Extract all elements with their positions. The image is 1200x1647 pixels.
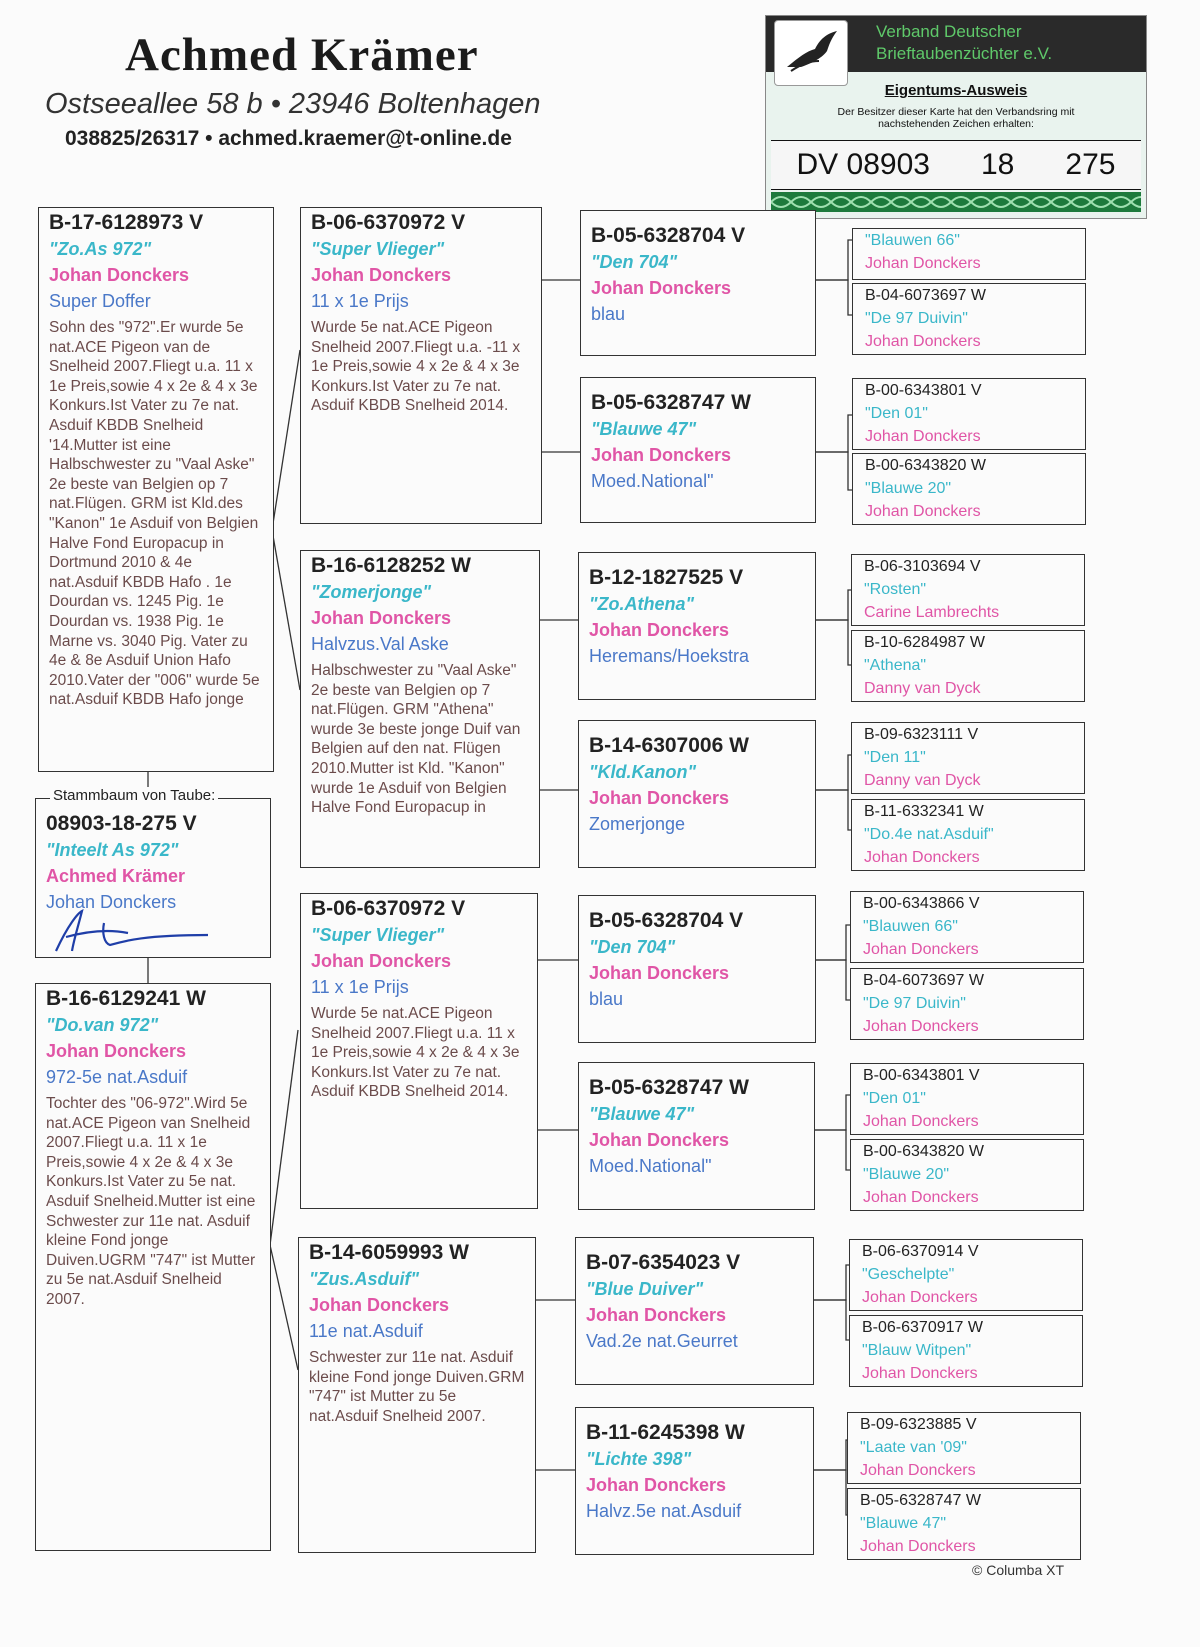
pigeon-name: "De 97 Duivin" [865, 310, 968, 327]
ring-number: B-10-6284987 W [864, 634, 985, 651]
ring-number: B-06-6370972 V [311, 211, 466, 234]
breeder: Danny van Dyck [864, 772, 981, 789]
pigeon-name: "Den 704" [591, 252, 678, 272]
ring-number: B-00-6343801 V [863, 1067, 980, 1084]
pigeon-name: "Blue Duiver" [586, 1279, 704, 1299]
ring-number: B-16-6129241 W [46, 987, 206, 1010]
ring-number: B-16-6128252 W [311, 554, 471, 577]
breeder: Johan Donckers [862, 1289, 978, 1306]
pigeon-name: "De 97 Duivin" [863, 995, 966, 1012]
breeder: Johan Donckers [865, 255, 981, 272]
grandparent-box [298, 1237, 536, 1553]
card-ring-year: 18 [980, 148, 1015, 181]
g4-box [851, 722, 1085, 794]
breeder: Johan Donckers [865, 503, 981, 520]
pigeon-name: "Geschelpte" [862, 1266, 955, 1283]
ring-number: B-00-6343820 W [863, 1143, 984, 1160]
pigeon-name: "Athena" [864, 657, 927, 674]
breeder: Johan Donckers [49, 265, 190, 285]
owner-contact: 038825/26317 • achmed.kraemer@t-online.de [65, 127, 512, 150]
pigeon-name: "Lichte 398" [586, 1449, 692, 1469]
ring-number: B-11-6332341 W [864, 803, 984, 820]
breeder: Johan Donckers [862, 1365, 978, 1382]
breeder: Johan Donckers [311, 951, 452, 971]
pigeon-color: blau [591, 304, 626, 324]
owner-name: Achmed Krämer [125, 29, 479, 81]
main-pigeon-name: "Inteelt As 972" [46, 840, 179, 860]
card-title: Eigentums-Ausweis [884, 82, 1028, 99]
pigeon-name: "Den 01" [865, 405, 928, 422]
breeder: Johan Donckers [863, 1189, 979, 1206]
breeder: Danny van Dyck [864, 680, 981, 697]
pigeon-color: Halvz.5e nat.Asduif [586, 1501, 742, 1521]
breeder: Johan Donckers [864, 849, 980, 866]
pigeon-name: "Zo.As 972" [49, 239, 152, 259]
breeder: Johan Donckers [311, 608, 452, 628]
g4-box [850, 968, 1084, 1040]
great-grandparent-box [578, 1062, 815, 1210]
ring-number: B-04-6073697 W [865, 287, 986, 304]
parent-dam-box [35, 983, 271, 1551]
ring-number: B-05-6328704 V [589, 909, 744, 932]
breeder: Johan Donckers [586, 1475, 727, 1495]
pigeon-color: 972-5e nat.Asduif [46, 1067, 188, 1087]
g4-box [852, 228, 1086, 280]
pigeon-info: Tochter des "06-972".Wird 5e nat.ACE Pigeon van Snelheid 2007.Fliegt u.a. 11 x 1e Preis,sowie 4 x 2e & 4 x 3e Konkurs.Ist Vater zu 5e nat. Asduif Snelheid.Mutter ist eine Schwester zur 11e nat. Asduif kleine Fond jonge Duiven.UGRM "747" ist Mutter zu 5e nat.Asduif Snelheid 2007. [46, 1095, 256, 1308]
pigeon-info: Sohn des "972".Er wurde 5e nat.ACE Pigeon van de Snelheid 2007.Fliegt u.a. 11 x 1e Preis,sowie 4 x 2e & 4 x 3e Konkurs.Ist Vater zu 7e nat. Asduif KBDB Snelheid '14.Mutter ist eine Halbschwester zu "Vaal Aske" 2e beste van Belgien op 7 nat.Flügen. GRM ist Kld.des "Kanon" 1e Asduif von Belgien Halve Fond Europacup in Dortmund 2010 & 4e nat.Asduif KBDB Hafo . 1e Dourdan vs. 1245 Pig. 1e Dourdan vs. 1938 Pig. 1e Marne vs. 3040 Pig. Vater zu 4e & 8e Asduif Union Hafo 2010.Vater der "006" wurde 5e nat.Asduif KBDB Hafo jonge [49, 319, 260, 709]
g4-box [850, 1063, 1084, 1135]
pigeon-info: Wurde 5e nat.ACE Pigeon Snelheid 2007.Fliegt u.a. -11 x 1e Preis,sowie 4 x 2e & 4 x 3e Konkurs.Ist Vater zu 7e nat. Asduif KBDB Snelheid 2014. [311, 319, 521, 415]
ring-number: B-06-3103694 V [864, 558, 981, 575]
breeder: Johan Donckers [589, 1130, 730, 1150]
breeder: Carine Lambrechts [864, 604, 1000, 621]
breeder: Johan Donckers [591, 278, 732, 298]
pigeon-color: 11 x 1e Prijs [311, 977, 409, 997]
software-credit: © Columba XT [972, 1562, 1065, 1578]
pigeon-name: "Zomerjonge" [311, 582, 432, 602]
breeder: Johan Donckers [589, 788, 730, 808]
ring-number: B-12-1827525 V [589, 566, 744, 589]
great-grandparent-box [580, 210, 816, 356]
pedigree-label: Stammbaum von Taube: [50, 787, 218, 804]
card-description: Der Besitzer dieser Karte hat den Verbandsring mit nachstehenden Zeichen erhalten: [837, 106, 1075, 130]
pigeon-info: Schwester zur 11e nat. Asduif kleine Fond jonge Duiven.GRM "747" ist Mutter zu 5e nat.Asduif Snelheid 2007. [309, 1349, 525, 1425]
ring-number: B-07-6354023 V [586, 1251, 741, 1274]
pigeon-name: "Zo.Athena" [589, 594, 695, 614]
g4-box [852, 283, 1086, 355]
main-ring-number: 08903-18-275 V [46, 812, 197, 835]
pigeon-color: Moed.National" [589, 1156, 712, 1176]
breeder: Johan Donckers [865, 428, 981, 445]
grandparent-box [300, 550, 540, 868]
main-owner: Achmed Krämer [46, 866, 186, 886]
pigeon-color: Zomerjonge [589, 814, 686, 834]
g4-box [850, 891, 1084, 963]
ring-number: B-05-6328747 W [589, 1076, 749, 1099]
breeder: Johan Donckers [863, 1018, 979, 1035]
pigeon-name: "Super Vlieger" [311, 239, 445, 259]
pigeon-name: "Den 11" [864, 749, 926, 766]
owner-address: Ostseeallee 58 b • 23946 Boltenhagen [45, 88, 541, 120]
dove-logo-icon [774, 20, 848, 86]
breeder: Johan Donckers [46, 1041, 187, 1061]
pigeon-name: "Blauwe 47" [591, 419, 697, 439]
g4-box [849, 1239, 1083, 1311]
pigeon-color: Heremans/Hoekstra [589, 646, 750, 666]
pigeon-color: Vad.2e nat.Geurret [586, 1331, 738, 1351]
pigeon-name: "Rosten" [864, 581, 927, 598]
association-line-1: Verband Deutscher [876, 22, 1022, 41]
breeder: Johan Donckers [589, 620, 730, 640]
great-grandparent-box [578, 720, 816, 868]
ring-number: B-06-6370917 W [862, 1319, 983, 1336]
pigeon-color: Halvzus.Val Aske [311, 634, 449, 654]
ring-number: B-14-6059993 W [309, 1241, 469, 1264]
ring-number: B-14-6307006 W [589, 734, 749, 757]
great-grandparent-box [580, 377, 816, 523]
breeder: Johan Donckers [311, 265, 452, 285]
g4-box [851, 799, 1085, 871]
pigeon-name: "Blauwe 20" [865, 480, 952, 497]
pigeon-color: 11e nat.Asduif [309, 1321, 423, 1341]
grandparent-box [300, 893, 538, 1209]
pigeon-name: "Laate van '09" [860, 1439, 967, 1456]
ring-number: B-09-6323885 V [860, 1416, 977, 1433]
ring-number: B-00-6343801 V [865, 382, 982, 399]
breeder: Johan Donckers [589, 963, 730, 983]
pigeon-info: Halbschwester zu "Vaal Aske" 2e beste van Belgien op 7 nat.Flügen. GRM "Athena" wurde 3e beste jonge Duif van Belgien auf den nat. Flügen 2010.Mutter ist Kld. "Kanon" wurde 1e Asduif von Belgien Halve Fond Europacup in [311, 662, 521, 817]
breeder: Johan Donckers [860, 1538, 976, 1555]
signature-icon [48, 905, 218, 957]
breeder: Johan Donckers [860, 1462, 976, 1479]
pigeon-name: "Blauwe 47" [860, 1515, 947, 1532]
breeder: Johan Donckers [591, 445, 732, 465]
card-ring-prefix: DV 08903 [796, 148, 930, 181]
ring-number: B-06-6370914 V [862, 1243, 979, 1260]
card-pattern-strip [771, 192, 1141, 212]
ring-number: B-05-6328747 W [591, 391, 751, 414]
pigeon-name: "Super Vlieger" [311, 925, 445, 945]
parent-sire-box [38, 207, 274, 772]
g4-box [851, 630, 1085, 702]
ring-number: B-11-6245398 W [586, 1421, 745, 1444]
g4-box [849, 1315, 1083, 1387]
great-grandparent-box [578, 552, 816, 700]
breeder: Johan Donckers [309, 1295, 450, 1315]
pigeon-name: "Den 01" [863, 1090, 926, 1107]
breeder: Johan Donckers [863, 941, 979, 958]
g4-box [851, 554, 1085, 626]
ownership-card [765, 15, 1147, 219]
pigeon-name: "Den 704" [589, 937, 676, 957]
ring-number: B-05-6328704 V [591, 224, 746, 247]
pigeon-name: "Blauwen 66" [865, 232, 960, 249]
ring-number: B-17-6128973 V [49, 211, 204, 234]
pigeon-name: "Blauwen 66" [863, 918, 958, 935]
card-ring-number [771, 140, 1141, 190]
pigeon-color: 11 x 1e Prijs [311, 291, 409, 311]
pigeon-color: Super Doffer [49, 291, 151, 311]
breeder: Johan Donckers [865, 333, 981, 350]
grandparent-box [300, 207, 542, 524]
pigeon-color: Moed.National" [591, 471, 714, 491]
association-line-2: Brieftaubenzüchter e.V. [876, 44, 1053, 63]
great-grandparent-box [575, 1407, 814, 1555]
pigeon-name: "Do.van 972" [46, 1015, 159, 1035]
pigeon-color: blau [589, 989, 624, 1009]
breeder: Johan Donckers [586, 1305, 727, 1325]
g4-box [850, 1139, 1084, 1211]
pigeon-name: "Blauw Witpen" [862, 1342, 972, 1359]
pigeon-name: "Do.4e nat.Asduif" [864, 826, 994, 843]
ring-number: B-04-6073697 W [863, 972, 984, 989]
g4-box [847, 1412, 1081, 1484]
ring-number: B-06-6370972 V [311, 897, 466, 920]
g4-box [852, 378, 1086, 450]
pigeon-name: "Blauwe 20" [863, 1166, 950, 1183]
great-grandparent-box [578, 895, 816, 1043]
card-ring-serial: 275 [1065, 148, 1116, 181]
g4-box [847, 1488, 1081, 1560]
ring-number: B-05-6328747 W [860, 1492, 981, 1509]
pigeon-info: Wurde 5e nat.ACE Pigeon Snelheid 2007.Fliegt u.a. 11 x 1e Preis,sowie 4 x 2e & 4 x 3e Konkurs.Ist Vater zu 7e nat. Asduif KBDB Snelheid 2014. [311, 1005, 520, 1101]
ring-number: B-00-6343866 V [863, 895, 980, 912]
ring-number: B-00-6343820 W [865, 457, 986, 474]
g4-box [852, 453, 1086, 525]
pigeon-name: "Kld.Kanon" [589, 762, 697, 782]
breeder: Johan Donckers [863, 1113, 979, 1130]
great-grandparent-box [575, 1237, 814, 1385]
main-breeder: Johan Donckers [46, 892, 177, 912]
ring-number: B-09-6323111 V [864, 726, 979, 743]
pigeon-name: "Blauwe 47" [589, 1104, 695, 1124]
pigeon-name: "Zus.Asduif" [309, 1269, 420, 1289]
